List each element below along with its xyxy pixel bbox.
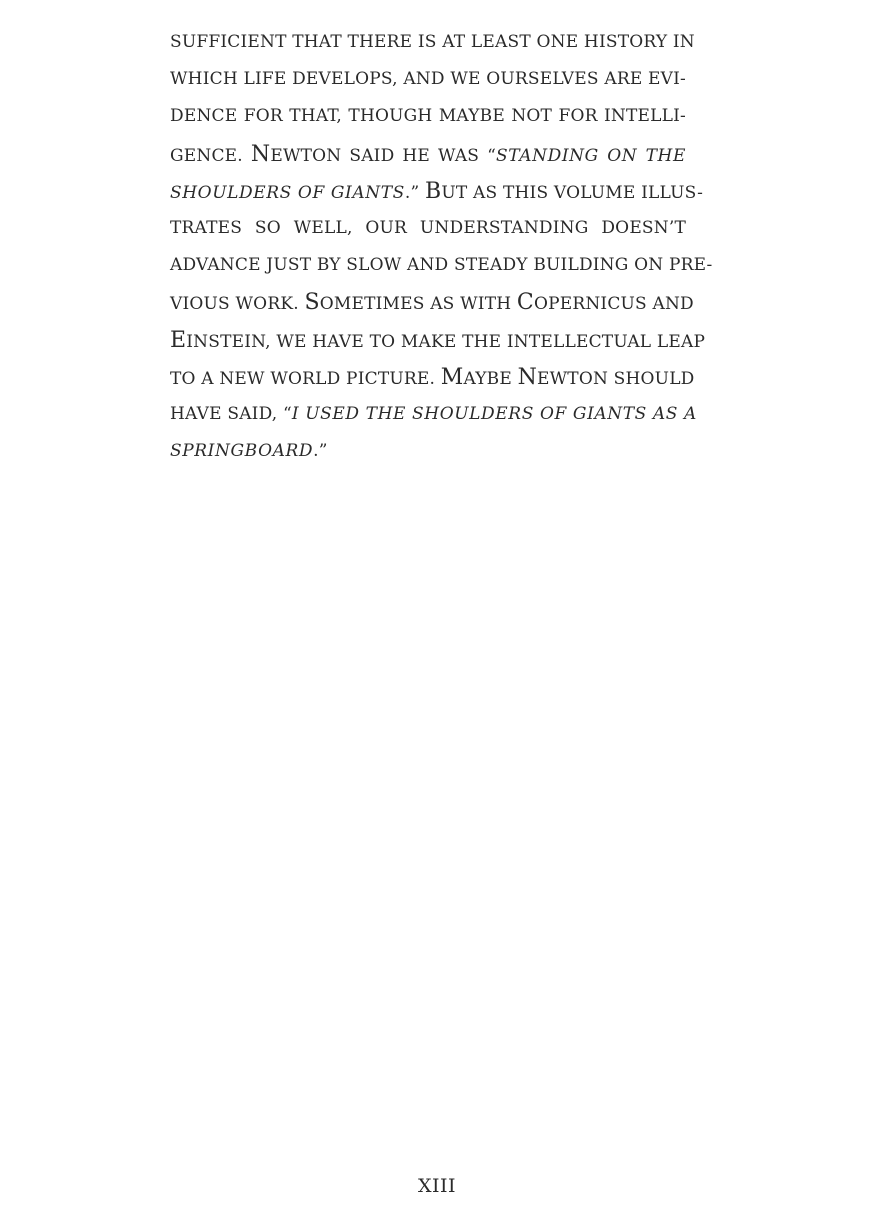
text-line: SPRINGBOARD.” <box>170 441 328 462</box>
text-line: SUFFICIENT THAT THERE IS AT LEAST ONE HISTORY IN <box>170 32 695 52</box>
text-line: EINSTEIN, WE HAVE TO MAKE THE INTELLECTUAL LEAP <box>170 327 706 353</box>
italic-quote: STANDING ON THE <box>496 145 686 166</box>
text-line: ADVANCE JUST BY SLOW AND STEADY BUILDING ON PRE- <box>170 255 713 276</box>
italic-quote: SPRINGBOARD <box>170 441 314 462</box>
text-line: TRATES SO WELL, OUR UNDERSTANDING DOESN’T <box>170 217 686 238</box>
page-body-text <box>170 24 713 470</box>
italic-quote: SHOULDERS OF GIANTS <box>170 182 405 203</box>
text-line: WHICH LIFE DEVELOPS, AND WE OURSELVES ARE EVI- <box>170 69 686 90</box>
page-number: XIII <box>417 1175 457 1197</box>
text-line: VIOUS WORK. SOMETIMES AS WITH COPERNICUS AND <box>170 290 694 316</box>
text-line: TO A NEW WORLD PICTURE. MAYBE NEWTON SHOULD <box>170 364 695 390</box>
text-line: GENCE. NEWTON SAID HE WAS “STANDING ON THE <box>170 141 686 167</box>
text-line: SHOULDERS OF GIANTS.” BUT AS THIS VOLUME ILLUS- <box>170 178 704 204</box>
text-line: HAVE SAID, “I USED THE SHOULDERS OF GIANTS AS A <box>170 403 697 424</box>
text-line: DENCE FOR THAT, THOUGH MAYBE NOT FOR INTELLI- <box>170 106 686 127</box>
italic-quote: I USED THE SHOULDERS OF GIANTS AS A <box>291 403 697 424</box>
